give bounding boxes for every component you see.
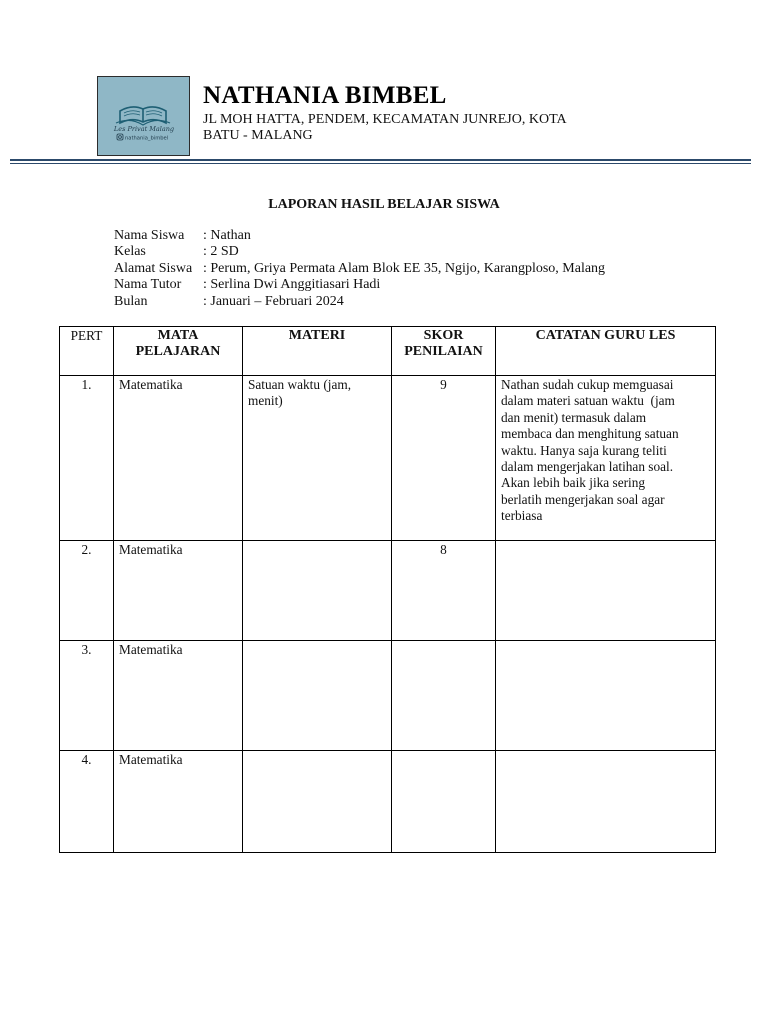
catatan-line: dalam mengerjakan latihan soal. <box>501 459 674 475</box>
header-materi: MATERI <box>243 327 392 376</box>
org-name: NATHANIA BIMBEL <box>203 82 447 109</box>
logo-handle: nathania_bimbel <box>125 135 169 142</box>
cell-mata: Matematika <box>114 541 243 641</box>
catatan-line: berlatih mengerjakan soal agar <box>501 491 665 507</box>
catatan-line: waktu. Hanya saja kurang teliti <box>501 442 667 458</box>
cell-pert: 2. <box>60 541 114 641</box>
info-label: Bulan <box>114 293 148 309</box>
info-label: Kelas <box>114 244 146 260</box>
info-value: : Serlina Dwi Anggitiasari Hadi <box>203 277 381 293</box>
materi-line: menit) <box>248 393 283 409</box>
cell-mata: Matematika <box>114 641 243 751</box>
report-table <box>59 326 716 853</box>
student-info <box>114 228 605 310</box>
header-catatan: CATATAN GURU LES <box>496 327 716 376</box>
cell-materi <box>243 641 392 751</box>
table-row <box>60 751 716 853</box>
logo <box>97 76 190 156</box>
cell-catatan <box>496 376 716 541</box>
catatan-line: terbiasa <box>501 508 543 524</box>
catatan-line: membaca dan menghitung satuan <box>501 426 679 442</box>
instagram-icon <box>117 134 123 140</box>
org-address <box>203 112 623 144</box>
address-line-2: BATU - MALANG <box>203 128 313 143</box>
header-skor-line2: PENILAIAN <box>404 344 483 360</box>
catatan-line: dalam materi satuan waktu (jam <box>501 393 675 409</box>
header-rule <box>10 159 751 161</box>
info-value: : Januari – Februari 2024 <box>203 293 344 309</box>
header-pert: PERT <box>60 327 114 376</box>
header-mata-pelajaran <box>114 327 243 376</box>
info-row-bulan <box>114 294 605 310</box>
header-mata-line1: MATA <box>157 328 199 343</box>
cell-pert: 1. <box>60 376 114 541</box>
info-value: : Nathan <box>203 228 251 243</box>
cell-pert: 3. <box>60 641 114 751</box>
materi-line: Satuan waktu (jam, <box>248 377 352 392</box>
catatan-line: Nathan sudah cukup memguasai <box>501 377 674 392</box>
info-label: Alamat Siswa <box>114 260 193 276</box>
cell-materi <box>243 751 392 853</box>
cell-skor: 9 <box>392 376 496 541</box>
cell-catatan <box>496 641 716 751</box>
open-book-icon <box>116 107 170 125</box>
info-row-kelas <box>114 244 605 260</box>
logo-script-text: Les Privat Malang <box>113 125 175 133</box>
address-line-1: JL MOH HATTA, PENDEM, KECAMATAN JUNREJO, KOTA <box>203 112 567 127</box>
cell-skor: 8 <box>392 541 496 641</box>
info-row-alamat-siswa <box>114 261 605 277</box>
info-value: : 2 SD <box>203 244 239 260</box>
header-mata-line2: PELAJARAN <box>135 344 221 360</box>
info-value: : Perum, Griya Permata Alam Blok EE 35, Ngijo, Karangploso, Malang <box>203 260 606 276</box>
table-row <box>60 376 716 541</box>
catatan-line: Akan lebih baik jika sering <box>501 475 646 491</box>
cell-pert: 4. <box>60 751 114 853</box>
cell-skor <box>392 641 496 751</box>
header-skor-penilaian <box>392 327 496 376</box>
cell-materi <box>243 541 392 641</box>
header-skor-line1: SKOR <box>423 328 464 343</box>
cell-mata: Matematika <box>114 376 243 541</box>
cell-catatan <box>496 751 716 853</box>
info-label: Nama Tutor <box>114 277 182 293</box>
table-row <box>60 641 716 751</box>
info-label: Nama Siswa <box>114 228 185 243</box>
cell-materi <box>243 376 392 541</box>
header-rule-thin <box>10 163 751 164</box>
info-row-nama-siswa <box>114 228 605 244</box>
catatan-line: dan menit) termasuk dalam <box>501 409 647 425</box>
cell-skor <box>392 751 496 853</box>
info-row-nama-tutor <box>114 277 605 293</box>
report-title: LAPORAN HASIL BELAJAR SISWA <box>268 197 500 212</box>
table-row <box>60 541 716 641</box>
cell-catatan <box>496 541 716 641</box>
cell-mata: Matematika <box>114 751 243 853</box>
table-header-row <box>60 327 716 376</box>
